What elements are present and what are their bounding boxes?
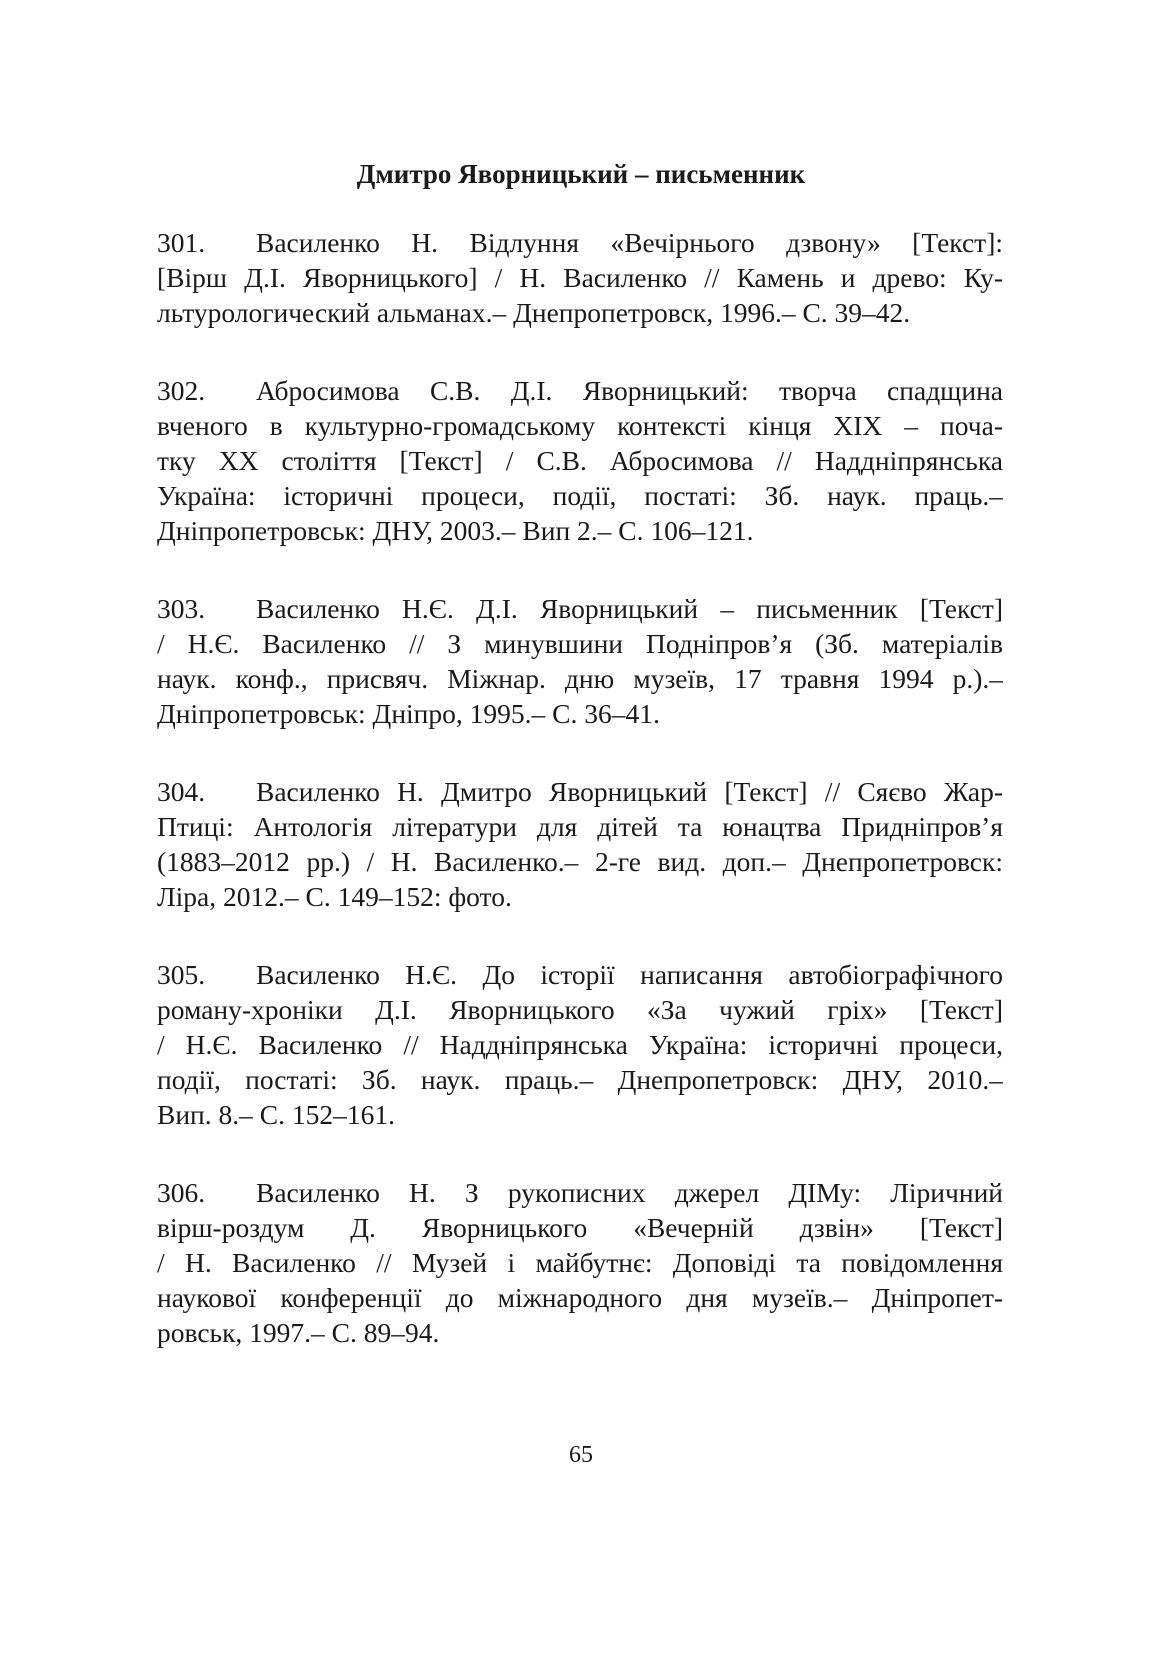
- entry-line: / Н.Є. Василенко // З минувшини Подніпров’я (Зб. матеріалів: [157, 628, 1003, 659]
- entry-line: Птиці: Антологія літератури для дітей та юнацтва Придніпров’я: [157, 811, 1003, 842]
- entry-line: Вип. 8.– С. 152–161.: [157, 1099, 395, 1130]
- entry-line: Україна: історичні процеси, події, постаті: Зб. наук. праць.–: [157, 480, 1003, 511]
- bibliography-entry-304: [157, 774, 1003, 914]
- entry-line: Абросимова С.В. Д.І. Яворницький: творча спадщина: [256, 375, 1003, 406]
- entry-line: вірш-роздум Д. Яворницького «Вечерній дзвін» [Текст]: [157, 1212, 1003, 1243]
- entry-number: 303.: [157, 593, 206, 624]
- entry-number: 306.: [157, 1177, 206, 1208]
- page-title: Дмитро Яворницький – письменник: [356, 159, 806, 189]
- entry-line: (1883–2012 рр.) / Н. Василенко.– 2-ге вид. доп.– Днепропетровск:: [157, 846, 1003, 877]
- entry-line: ровськ, 1997.– С. 89–94.: [157, 1317, 440, 1348]
- page-number: 65: [569, 1442, 593, 1468]
- bibliography-list: [157, 225, 1003, 1393]
- bibliography-entry-306: [157, 1175, 1003, 1350]
- entry-number: 305.: [157, 959, 206, 990]
- entry-line: роману-хроніки Д.І. Яворницького «За чужий гріх» [Текст]: [157, 994, 1003, 1025]
- entry-line: Дніпропетровськ: ДНУ, 2003.– Вип 2.– С. 106–121.: [157, 515, 754, 546]
- entry-line: льтурологический альманах.– Днепропетровск, 1996.– С. 39–42.: [157, 297, 911, 328]
- entry-line: тку ХХ століття [Текст] / С.В. Абросимова // Наддніпрянська: [157, 445, 1003, 476]
- entry-line: / Н. Василенко // Музей і майбутнє: Доповіді та повідомлення: [157, 1247, 1003, 1278]
- entry-line: Василенко Н. Відлуння «Вечірнього дзвону» [Текст]:: [256, 227, 1003, 258]
- entry-line: / Н.Є. Василенко // Наддніпрянська Україна: історичні процеси,: [157, 1029, 1003, 1060]
- bibliography-entry-305: [157, 957, 1003, 1132]
- bibliography-entry-301: [157, 225, 1003, 330]
- entry-number: 304.: [157, 776, 206, 807]
- entry-line: наукової конференції до міжнародного дня музеїв.– Дніпропет-: [157, 1282, 1003, 1313]
- entry-line: наук. конф., присвяч. Міжнар. дню музеїв, 17 травня 1994 р.).–: [157, 663, 1003, 694]
- entry-line: події, постаті: Зб. наук. праць.– Днепропетровск: ДНУ, 2010.–: [157, 1064, 1003, 1095]
- entry-line: Дніпропетровськ: Дніпро, 1995.– С. 36–41.: [157, 698, 660, 729]
- entry-line: Василенко Н. Дмитро Яворницький [Текст] // Сяєво Жар-: [256, 776, 1003, 807]
- entry-line: Василенко Н.Є. До історії написання автобіографічного: [256, 959, 1003, 990]
- entry-line: Василенко Н.Є. Д.І. Яворницький – письменник [Текст]: [256, 593, 1003, 624]
- bibliography-entry-303: [157, 591, 1003, 731]
- entry-number: 301.: [157, 227, 206, 258]
- bibliography-entry-302: [157, 373, 1003, 548]
- entry-line: Василенко Н. З рукописних джерел ДІМу: Ліричний: [256, 1177, 1003, 1208]
- entry-line: вченого в культурно-громадському контексті кінця ХІХ – поча-: [157, 410, 1003, 441]
- entry-line: [Вірш Д.І. Яворницького] / Н. Василенко // Камень и древо: Ку-: [157, 262, 1003, 293]
- entry-line: Ліра, 2012.– С. 149–152: фото.: [157, 881, 512, 912]
- entry-number: 302.: [157, 375, 206, 406]
